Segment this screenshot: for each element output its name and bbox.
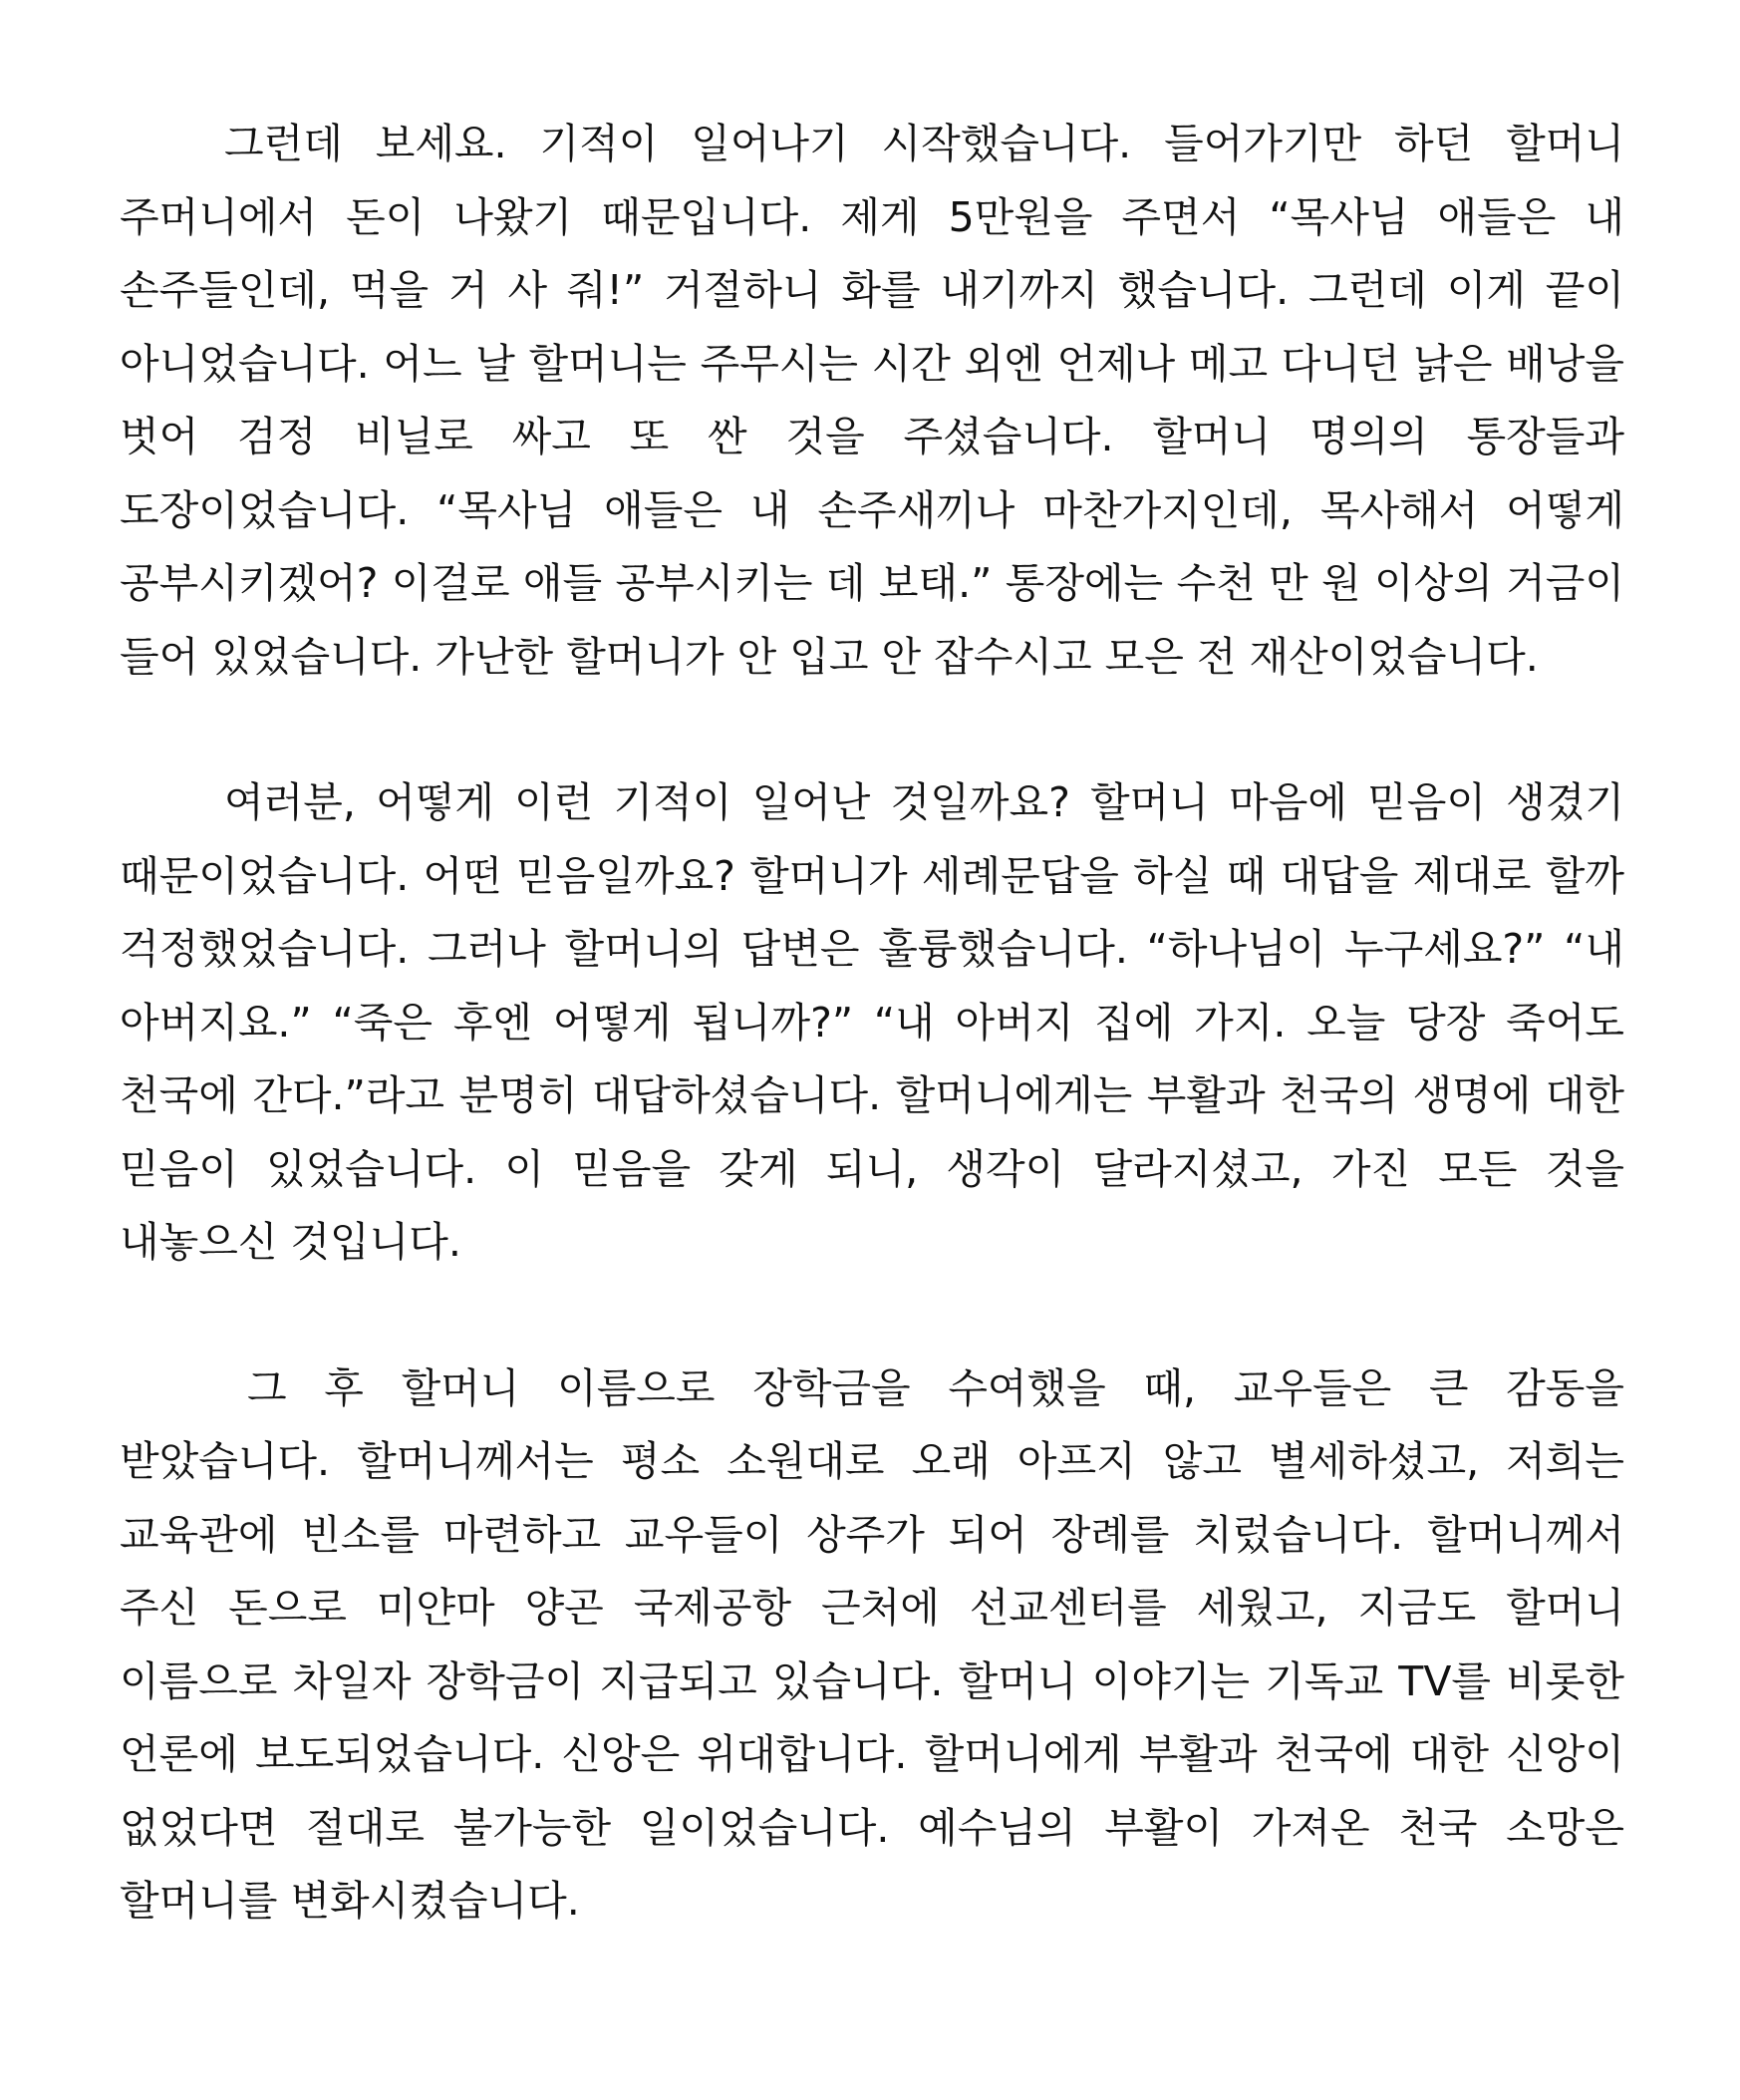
- paragraph-1: 그런데 보세요. 기적이 일어나기 시작했습니다. 들어가기만 하던 할머니 주머니에서 돈이 나왔기 때문입니다. 제게 5만원을 주면서 “목사님 애들은 내 손주들인데, 먹을 거 사 줘!” 거절하니 화를 내기까지 했습니다. 그런데 이게 끝이 아니었습니다. 어느 날 할머니는 주무시는 시간 외엔 언제나 메고 다니던 낡은 배낭을 벗어 검정 비닐로 싸고 또 싼 것을 주셨습니다. 할머니 명의의 통장들과 도장이었습니다. “목사님 애들은 내 손주새끼나 마찬가지인데, 목사해서 어떻게 공부시키겠어? 이걸로 애들 공부시키는 데 보태.” 통장에는 수천 만 원 이상의 거금이 들어 있었습니다. 가난한 할머니가 안 입고 안 잡수시고 모은 전 재산이었습니다.: [120, 120, 1624, 681]
- paragraph-2: 여러분, 어떻게 이런 기적이 일어난 것일까요? 할머니 마음에 믿음이 생겼기 때문이었습니다. 어떤 믿음일까요? 할머니가 세례문답을 하실 때 대답을 제대로 할까 걱정했었습니다. 그러나 할머니의 답변은 훌륭했습니다. “하나님이 누구세요?” “내 아버지요.” “죽은 후엔 어떻게 됩니까?” “내 아버지 집에 가지. 오늘 당장 죽어도 천국에 간다.”라고 분명히 대답하셨습니다. 할머니에게는 부활과 천국의 생명에 대한 믿음이 있었습니다. 이 믿음을 갖게 되니, 생각이 달라지셨고, 가진 모든 것을 내놓으신 것입니다.: [120, 778, 1624, 1266]
- document-page: [120, 108, 1624, 1939]
- paragraph-3: 그 후 할머니 이름으로 장학금을 수여했을 때, 교우들은 큰 감동을 받았습니다. 할머니께서는 평소 소원대로 오래 아프지 않고 별세하셨고, 저희는 교육관에 빈소를 마련하고 교우들이 상주가 되어 장례를 치렀습니다. 할머니께서 주신 돈으로 미얀마 양곤 국제공항 근처에 선교센터를 세웠고, 지금도 할머니 이름으로 차일자 장학금이 지급되고 있습니다. 할머니 이야기는 기독교 TV를 비롯한 언론에 보도되었습니다. 신앙은 위대합니다. 할머니에게 부활과 천국에 대한 신앙이 없었다면 절대로 불가능한 일이었습니다. 예수님의 부활이 가져온 천국 소망은 할머니를 변화시켰습니다.: [120, 1363, 1624, 1925]
